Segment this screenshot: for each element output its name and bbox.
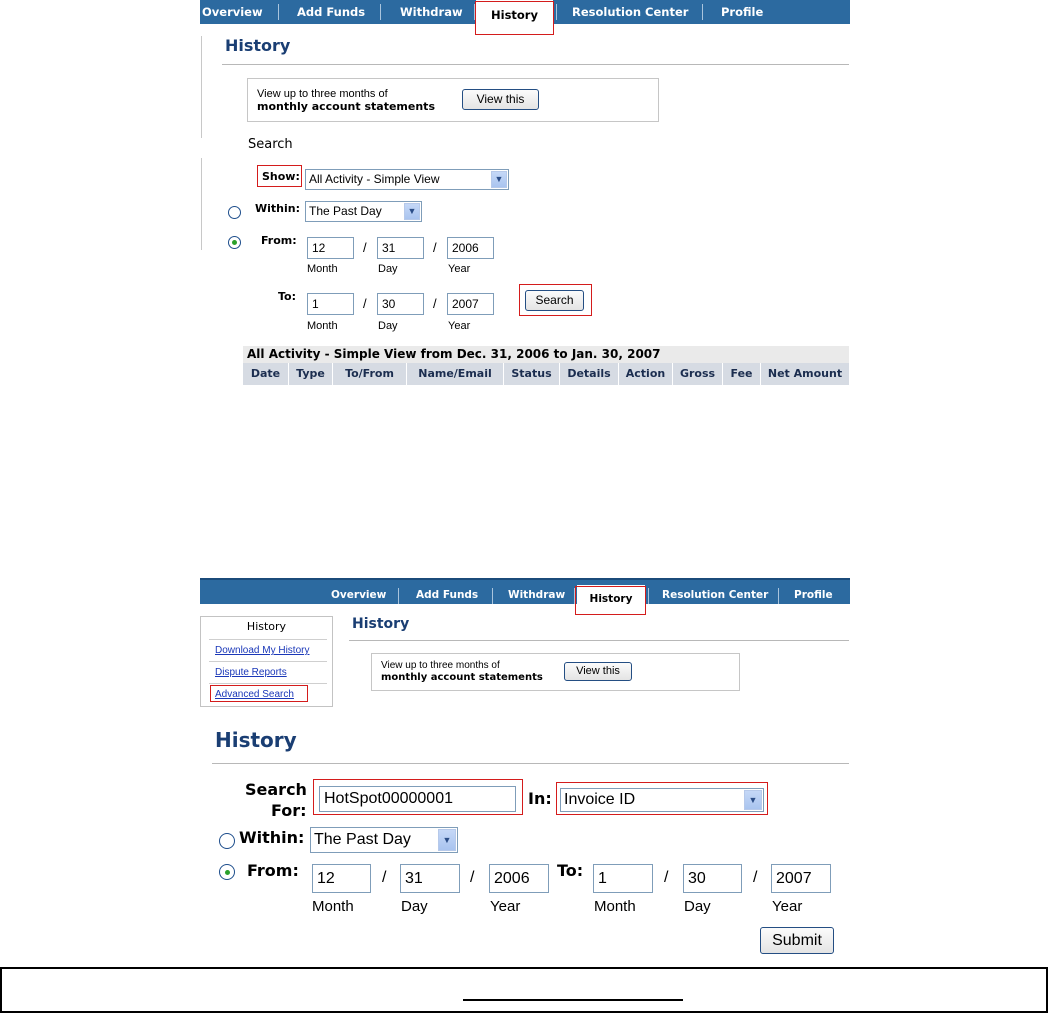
within-select-value: The Past Day [314, 831, 411, 848]
column-header[interactable]: Net Amount [767, 367, 843, 380]
chevron-down-icon: ▼ [744, 790, 762, 810]
column-header[interactable]: Action [619, 363, 673, 385]
tab-history[interactable]: History [476, 0, 553, 30]
sidebar-item-advanced-search[interactable]: Advanced Search [215, 689, 294, 700]
date-separator: / [664, 869, 669, 886]
tab-add-funds[interactable]: Add Funds [416, 589, 479, 601]
within-radio[interactable] [219, 833, 235, 849]
to-day-caption: Day [378, 320, 398, 332]
statements-text-line2: monthly account statements [257, 100, 435, 113]
chevron-down-icon: ▼ [404, 203, 420, 220]
from-day-input[interactable]: 31 [377, 237, 424, 259]
from-month-caption: Month [312, 898, 354, 915]
date-separator: / [433, 240, 437, 255]
results-table-header [243, 363, 849, 385]
statements-box [371, 653, 740, 691]
statements-text-line1: View up to three months of [381, 660, 500, 671]
to-year-caption: Year [448, 320, 471, 332]
from-month-input[interactable]: 12 [307, 237, 354, 259]
sidebar-item-download-my-history[interactable]: Download My History [215, 645, 310, 656]
panel-history-menu [0, 578, 1048, 708]
top-nav [200, 578, 850, 604]
date-separator: / [470, 869, 475, 886]
tab-profile[interactable]: Profile [794, 589, 833, 601]
radio-selected-dot [225, 870, 230, 875]
from-label: From: [247, 861, 299, 880]
nav-divider [278, 4, 279, 20]
search-heading: Search [248, 137, 293, 152]
column-header[interactable]: Date [243, 363, 289, 385]
within-select[interactable] [310, 827, 458, 853]
from-year-caption: Year [490, 898, 521, 915]
in-select[interactable] [560, 788, 764, 812]
date-separator: / [382, 869, 387, 886]
from-radio[interactable] [219, 864, 235, 880]
title-rule [222, 64, 849, 65]
title-rule [212, 763, 849, 764]
caption-underline [463, 999, 683, 1001]
to-year-input[interactable]: 2007 [447, 293, 494, 315]
from-month-caption: Month [307, 263, 338, 275]
show-select[interactable] [305, 169, 509, 190]
search-for-input[interactable]: HotSpot00000001 [319, 786, 516, 812]
sidebar-rule [209, 661, 327, 662]
to-year-caption: Year [772, 898, 803, 915]
statements-box [247, 78, 659, 122]
caption-box [0, 967, 1048, 1013]
page-title: History [225, 36, 291, 55]
left-edge-line [201, 36, 202, 138]
chevron-down-icon: ▼ [438, 829, 456, 851]
from-day-caption: Day [378, 263, 398, 275]
page-title: History [215, 728, 297, 752]
nav-divider [778, 588, 779, 604]
within-select[interactable] [305, 201, 422, 222]
column-header[interactable]: Type [289, 363, 333, 385]
to-year-input[interactable]: 2007 [771, 864, 831, 893]
column-header[interactable]: Status [504, 363, 560, 385]
date-separator: / [753, 869, 758, 886]
in-select-value: Invoice ID [564, 791, 636, 808]
from-year-input[interactable]: 2006 [447, 237, 494, 259]
nav-divider [648, 588, 649, 604]
page-title: History [352, 616, 410, 632]
tab-resolution-center[interactable]: Resolution Center [662, 589, 769, 601]
sidebar-title: History [246, 620, 287, 633]
left-edge-line [201, 158, 202, 250]
within-label: Within: [239, 828, 305, 847]
results-title: All Activity - Simple View from Dec. 31, 2006 to Jan. 30, 2007 [247, 347, 661, 361]
from-year-input[interactable]: 2006 [489, 864, 549, 893]
tab-resolution-center[interactable]: Resolution Center [572, 5, 689, 19]
search-for-label: Search [245, 780, 307, 799]
from-label: From: [261, 234, 297, 247]
date-separator: / [363, 240, 367, 255]
nav-divider [398, 588, 399, 604]
to-month-caption: Month [307, 320, 338, 332]
panel-advanced-search [0, 720, 1048, 960]
to-month-caption: Month [594, 898, 636, 915]
column-header[interactable]: Fee [723, 363, 761, 385]
from-day-input[interactable]: 31 [400, 864, 460, 893]
date-separator: / [433, 296, 437, 311]
nav-divider [380, 4, 381, 20]
radio-selected-dot [232, 240, 237, 245]
in-label: In: [528, 789, 552, 808]
tab-profile[interactable]: Profile [721, 5, 764, 19]
column-header[interactable]: Name/Email [407, 363, 504, 385]
tab-add-funds[interactable]: Add Funds [297, 5, 366, 19]
to-label: To: [278, 290, 296, 303]
statements-text-line1: View up to three months of [257, 88, 388, 100]
within-radio[interactable] [228, 206, 241, 219]
from-year-caption: Year [448, 263, 471, 275]
tab-withdraw[interactable]: Withdraw [508, 589, 566, 601]
from-radio[interactable] [228, 236, 241, 249]
nav-divider [702, 4, 703, 20]
tab-withdraw[interactable]: Withdraw [400, 5, 463, 19]
panel-simple-search [0, 0, 1048, 390]
from-month-input[interactable]: 12 [312, 864, 371, 893]
statements-text-line2: monthly account statements [381, 672, 543, 683]
column-header[interactable]: To/From [333, 363, 407, 385]
to-label: To: [557, 861, 584, 880]
submit-button[interactable]: Submit [760, 927, 834, 954]
tab-history[interactable]: History [577, 585, 645, 613]
title-rule [349, 640, 849, 641]
tab-history-highlight [475, 1, 554, 35]
tab-overview[interactable]: Overview [202, 5, 263, 19]
show-label: Show: [262, 170, 300, 183]
tab-history-highlight [575, 586, 646, 615]
sidebar-rule [209, 683, 327, 684]
chevron-down-icon: ▼ [491, 171, 507, 188]
show-label-highlight [257, 165, 302, 187]
sidebar-item-dispute-reports[interactable]: Dispute Reports [215, 667, 287, 678]
from-day-caption: Day [401, 898, 428, 915]
to-day-caption: Day [684, 898, 711, 915]
search-button[interactable]: Search [525, 290, 584, 311]
column-header[interactable]: Details [560, 363, 619, 385]
to-month-input[interactable]: 1 [307, 293, 354, 315]
within-label: Within: [255, 202, 300, 215]
nav-divider [556, 4, 557, 20]
column-header[interactable]: Gross [673, 363, 723, 385]
nav-divider [492, 588, 493, 604]
sidebar-rule [209, 639, 327, 640]
view-statements-button[interactable]: View this [462, 89, 539, 110]
to-month-input[interactable]: 1 [593, 864, 653, 893]
show-select-value: All Activity - Simple View [309, 172, 440, 186]
to-day-input[interactable]: 30 [683, 864, 742, 893]
date-separator: / [363, 296, 367, 311]
within-select-value: The Past Day [309, 204, 382, 218]
results-title-bar [243, 346, 849, 363]
to-day-input[interactable]: 30 [377, 293, 424, 315]
advanced-search-highlight [210, 685, 308, 702]
tab-overview[interactable]: Overview [331, 589, 387, 601]
view-statements-button[interactable]: View this [564, 662, 632, 681]
search-for-label: For: [271, 801, 307, 820]
